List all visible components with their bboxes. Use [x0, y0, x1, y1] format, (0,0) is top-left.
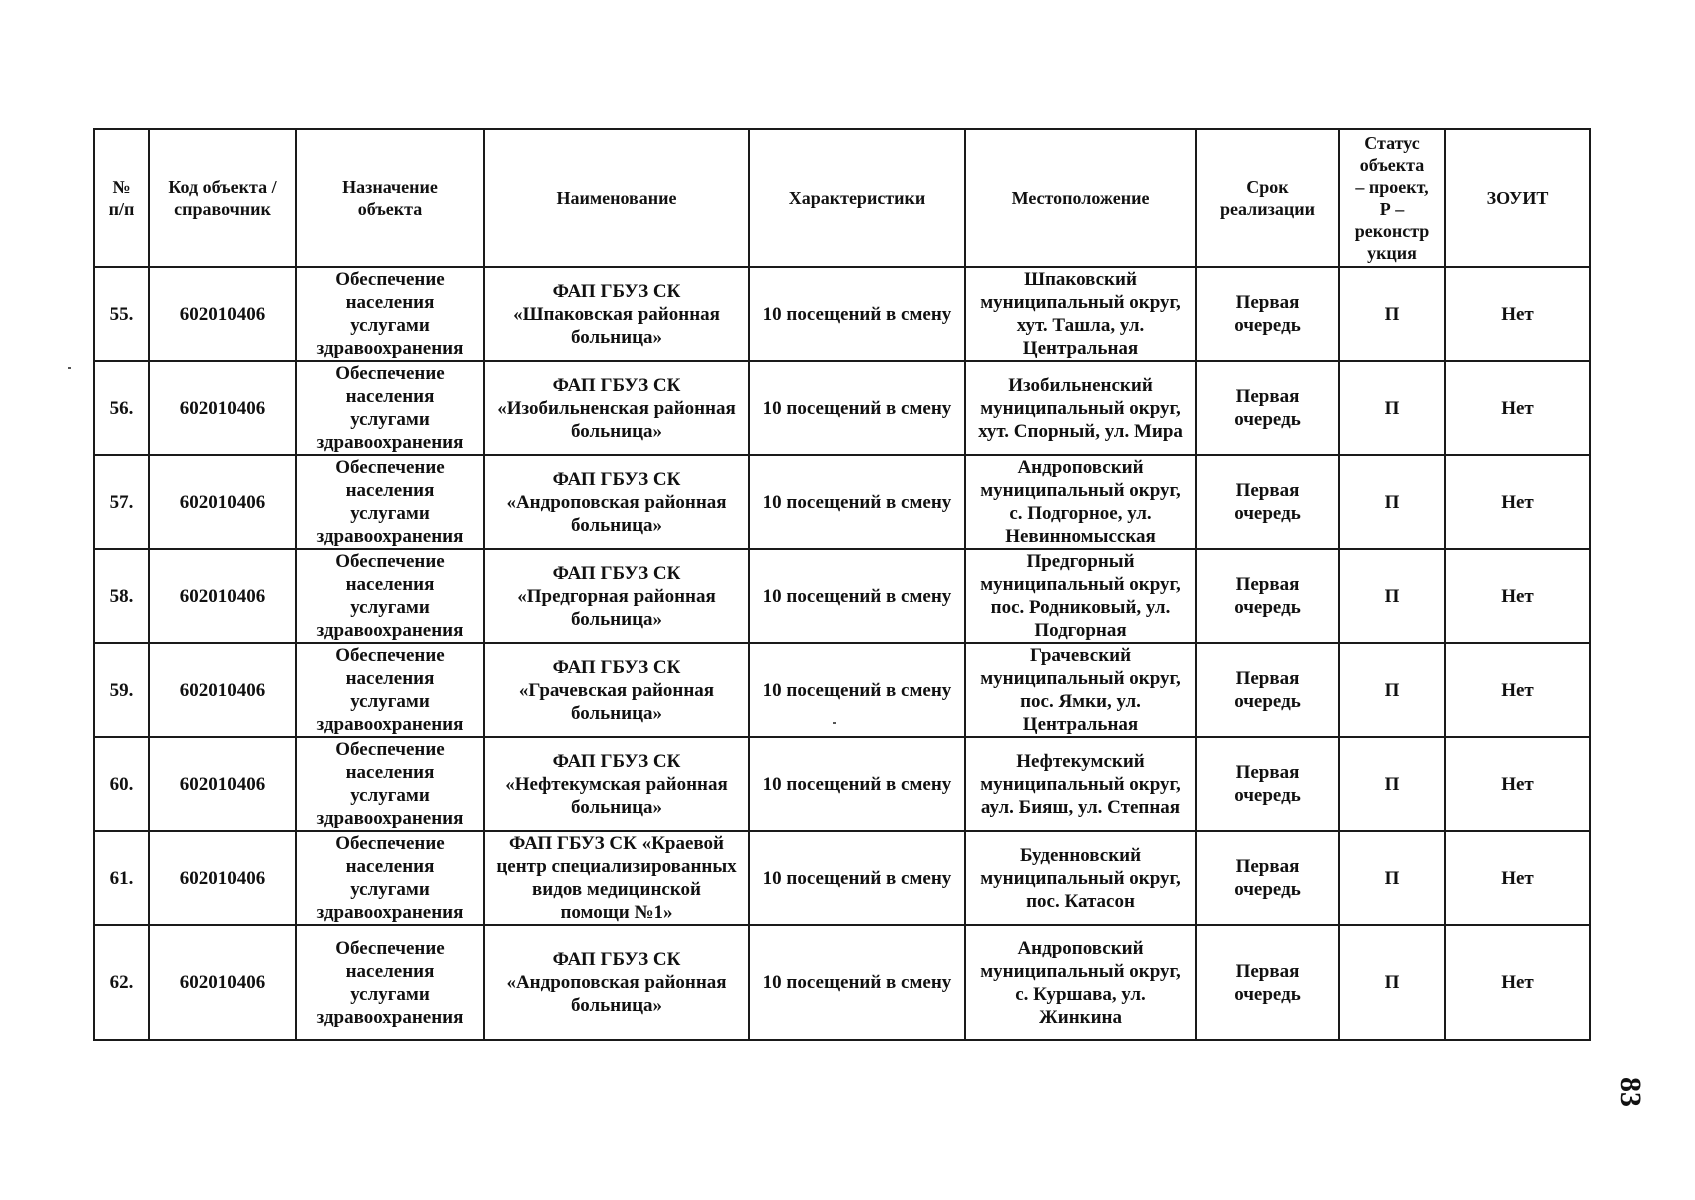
cell-status: П	[1339, 549, 1445, 643]
cell-purpose: Обеспечение населения услугами здравоохранения	[296, 361, 484, 455]
cell-zouit: Нет	[1445, 831, 1590, 925]
cell-purpose: Обеспечение населения услугами здравоохранения	[296, 831, 484, 925]
cell-term: Первая очередь	[1196, 643, 1339, 737]
cell-purpose: Обеспечение населения услугами здравоохранения	[296, 643, 484, 737]
facilities-table	[93, 128, 1591, 1041]
cell-characteristics: 10 посещений в смену	[749, 549, 965, 643]
header-num: № п/п	[94, 129, 149, 267]
table-row	[94, 643, 1590, 737]
header-characteristics: Характеристики	[749, 129, 965, 267]
cell-name: ФАП ГБУЗ СК «Шпаковская районная больница»	[484, 267, 749, 361]
header-zouit: ЗОУИТ	[1445, 129, 1590, 267]
cell-code: 602010406	[149, 737, 296, 831]
cell-name: ФАП ГБУЗ СК «Краевой центр специализированных видов медицинской помощи №1»	[484, 831, 749, 925]
cell-zouit: Нет	[1445, 925, 1590, 1040]
cell-zouit: Нет	[1445, 267, 1590, 361]
table-row	[94, 737, 1590, 831]
scan-speck	[68, 367, 71, 369]
page-number: 83	[1614, 1077, 1647, 1107]
cell-purpose: Обеспечение населения услугами здравоохранения	[296, 267, 484, 361]
cell-num: 56.	[94, 361, 149, 455]
cell-characteristics: 10 посещений в смену	[749, 267, 965, 361]
cell-status: П	[1339, 267, 1445, 361]
cell-code: 602010406	[149, 455, 296, 549]
cell-purpose: Обеспечение населения услугами здравоохранения	[296, 737, 484, 831]
cell-num: 61.	[94, 831, 149, 925]
cell-zouit: Нет	[1445, 455, 1590, 549]
cell-code: 602010406	[149, 361, 296, 455]
cell-code: 602010406	[149, 831, 296, 925]
cell-code: 602010406	[149, 549, 296, 643]
cell-location: Шпаковский муниципальный округ, хут. Ташла, ул. Центральная	[965, 267, 1196, 361]
cell-status: П	[1339, 361, 1445, 455]
cell-characteristics: 10 посещений в смену	[749, 831, 965, 925]
table-row	[94, 455, 1590, 549]
cell-term: Первая очередь	[1196, 737, 1339, 831]
cell-term: Первая очередь	[1196, 549, 1339, 643]
cell-term: Первая очередь	[1196, 455, 1339, 549]
cell-location: Андроповский муниципальный округ, с. Подгорное, ул. Невинномысская	[965, 455, 1196, 549]
cell-code: 602010406	[149, 925, 296, 1040]
cell-status: П	[1339, 643, 1445, 737]
cell-zouit: Нет	[1445, 737, 1590, 831]
cell-characteristics: 10 посещений в смену	[749, 455, 965, 549]
cell-status: П	[1339, 737, 1445, 831]
table-header-row	[94, 129, 1590, 267]
cell-characteristics: 10 посещений в смену	[749, 737, 965, 831]
table-row	[94, 831, 1590, 925]
cell-num: 60.	[94, 737, 149, 831]
cell-location: Нефтекумский муниципальный округ, аул. Бияш, ул. Степная	[965, 737, 1196, 831]
cell-location: Буденновский муниципальный округ, пос. Катасон	[965, 831, 1196, 925]
cell-term: Первая очередь	[1196, 831, 1339, 925]
cell-name: ФАП ГБУЗ СК «Грачевская районная больница»	[484, 643, 749, 737]
table-row	[94, 925, 1590, 1040]
cell-code: 602010406	[149, 643, 296, 737]
cell-characteristics: 10 посещений в смену	[749, 925, 965, 1040]
cell-num: 59.	[94, 643, 149, 737]
cell-purpose: Обеспечение населения услугами здравоохранения	[296, 925, 484, 1040]
cell-zouit: Нет	[1445, 549, 1590, 643]
cell-num: 57.	[94, 455, 149, 549]
table-row	[94, 267, 1590, 361]
table-row	[94, 361, 1590, 455]
scan-speck	[833, 722, 836, 724]
cell-term: Первая очередь	[1196, 361, 1339, 455]
cell-purpose: Обеспечение населения услугами здравоохранения	[296, 549, 484, 643]
cell-location: Изобильненский муниципальный округ, хут. Спорный, ул. Мира	[965, 361, 1196, 455]
cell-term: Первая очередь	[1196, 925, 1339, 1040]
cell-name: ФАП ГБУЗ СК «Изобильненская районная больница»	[484, 361, 749, 455]
cell-num: 58.	[94, 549, 149, 643]
cell-characteristics: 10 посещений в смену	[749, 643, 965, 737]
cell-status: П	[1339, 455, 1445, 549]
cell-purpose: Обеспечение населения услугами здравоохранения	[296, 455, 484, 549]
header-term: Срок реализации	[1196, 129, 1339, 267]
header-purpose: Назначение объекта	[296, 129, 484, 267]
cell-location: Предгорный муниципальный округ, пос. Родниковый, ул. Подгорная	[965, 549, 1196, 643]
cell-location: Андроповский муниципальный округ, с. Куршава, ул. Жинкина	[965, 925, 1196, 1040]
cell-name: ФАП ГБУЗ СК «Андроповская районная больница»	[484, 925, 749, 1040]
cell-num: 55.	[94, 267, 149, 361]
cell-location: Грачевский муниципальный округ, пос. Ямки, ул. Центральная	[965, 643, 1196, 737]
header-location: Местоположение	[965, 129, 1196, 267]
cell-zouit: Нет	[1445, 361, 1590, 455]
header-code: Код объекта / справочник	[149, 129, 296, 267]
cell-status: П	[1339, 831, 1445, 925]
cell-num: 62.	[94, 925, 149, 1040]
cell-code: 602010406	[149, 267, 296, 361]
cell-zouit: Нет	[1445, 643, 1590, 737]
table-row	[94, 549, 1590, 643]
cell-name: ФАП ГБУЗ СК «Предгорная районная больница»	[484, 549, 749, 643]
header-name: Наименование	[484, 129, 749, 267]
header-status: Статус объекта – проект, Р – реконстр укция	[1339, 129, 1445, 267]
cell-status: П	[1339, 925, 1445, 1040]
cell-characteristics: 10 посещений в смену	[749, 361, 965, 455]
cell-term: Первая очередь	[1196, 267, 1339, 361]
cell-name: ФАП ГБУЗ СК «Андроповская районная больница»	[484, 455, 749, 549]
cell-name: ФАП ГБУЗ СК «Нефтекумская районная больница»	[484, 737, 749, 831]
